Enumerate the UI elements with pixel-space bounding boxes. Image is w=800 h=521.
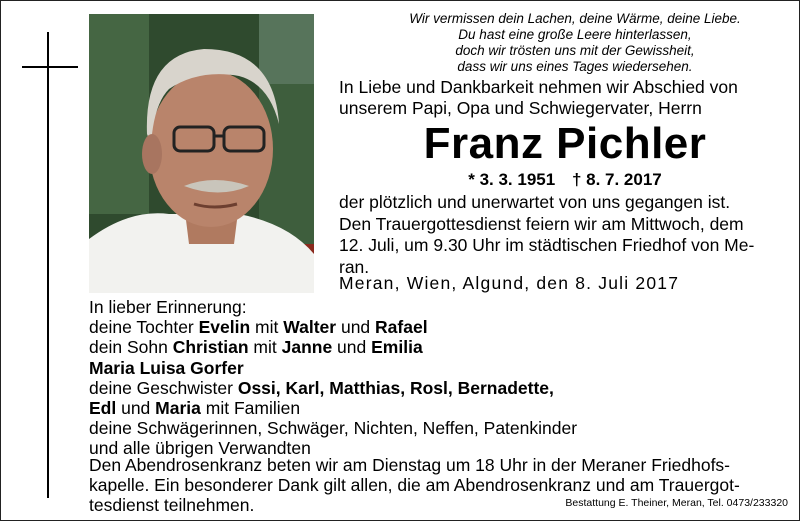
family-line-siblings <box>89 378 789 398</box>
connector-text: und <box>332 337 372 358</box>
poem-line: doch wir trösten uns mit der Gewissheit, <box>455 43 695 58</box>
funeral-home-footer: Bestattung E. Theiner, Meran, Tel. 0473/233320 <box>565 497 788 509</box>
family-list <box>89 297 789 459</box>
relation-text: deine Tochter <box>89 317 199 338</box>
family-line-relatives: und alle übrigen Verwandten <box>89 438 311 459</box>
intro-text <box>339 77 791 119</box>
family-name: Ossi, Karl, Matthias, Rosl, Bernadette, <box>237 377 554 398</box>
connector-text: und <box>116 398 156 419</box>
family-name: Christian <box>172 337 249 358</box>
poem <box>370 11 780 75</box>
family-name: Evelin <box>198 317 251 338</box>
cross-horizontal-bar <box>22 66 78 68</box>
connector-text: mit <box>250 317 284 338</box>
portrait-photo <box>89 14 314 293</box>
family-heading: In lieber Erinnerung: <box>89 297 247 317</box>
closing-line: kapelle. Ein besonderer Dank gilt allen, die am Abendrosenkranz und am Trauergot- <box>89 475 740 496</box>
connector-text: und <box>336 317 376 338</box>
place-and-date: Meran, Wien, Algund, den 8. Juli 2017 <box>339 273 680 293</box>
poem-line: dass wir uns eines Tages wiedersehen. <box>457 59 693 74</box>
family-name: Emilia <box>371 337 423 358</box>
family-line-daughter <box>89 317 789 337</box>
family-line-companion <box>89 358 789 378</box>
poem-line: Du hast eine große Leere hinterlassen, <box>458 27 692 42</box>
deceased-name: Franz Pichler <box>423 119 707 168</box>
relation-text: deine Geschwister <box>89 377 238 398</box>
family-name: Maria Luisa Gorfer <box>89 357 244 378</box>
family-name: Maria <box>155 398 201 419</box>
family-line-son <box>89 337 789 357</box>
body-line: der plötzlich und unerwartet von uns gegangen ist. <box>339 192 731 212</box>
body-line: 12. Juli, um 9.30 Uhr im städtischen Friedhof von Me- <box>339 235 755 255</box>
body-line: ran. <box>339 256 370 277</box>
death-date: † 8. 7. 2017 <box>571 170 662 189</box>
family-name: Janne <box>281 337 333 358</box>
life-dates <box>339 170 791 190</box>
birth-date: * 3. 3. 1951 <box>468 170 556 189</box>
family-name: Edl <box>89 398 117 419</box>
family-line-inlaws: deine Schwägerinnen, Schwäger, Nichten, Neffen, Patenkinder <box>89 418 578 439</box>
body-line: Den Trauergottesdienst feiern wir am Mittwoch, dem <box>339 213 744 234</box>
intro-line: unserem Papi, Opa und Schwiegervater, Herrn <box>339 98 702 118</box>
connector-text: mit Familien <box>200 398 301 419</box>
family-line-siblings-cont <box>89 398 789 418</box>
closing-line: tesdienst teilnehmen. <box>89 495 255 516</box>
poem-line: Wir vermissen dein Lachen, deine Wärme, deine Liebe. <box>409 11 741 26</box>
intro-line: In Liebe und Dankbarkeit nehmen wir Abschied von <box>339 77 738 97</box>
cross-vertical-bar <box>47 32 49 498</box>
body-text <box>339 192 791 278</box>
connector-text: mit <box>248 337 282 358</box>
relation-text: dein Sohn <box>89 337 173 358</box>
portrait-illustration <box>89 14 314 293</box>
family-name: Rafael <box>375 317 428 338</box>
closing-line: Den Abendrosenkranz beten wir am Dienstag um 18 Uhr in der Meraner Friedhofs- <box>89 455 731 475</box>
family-name: Walter <box>283 317 337 338</box>
